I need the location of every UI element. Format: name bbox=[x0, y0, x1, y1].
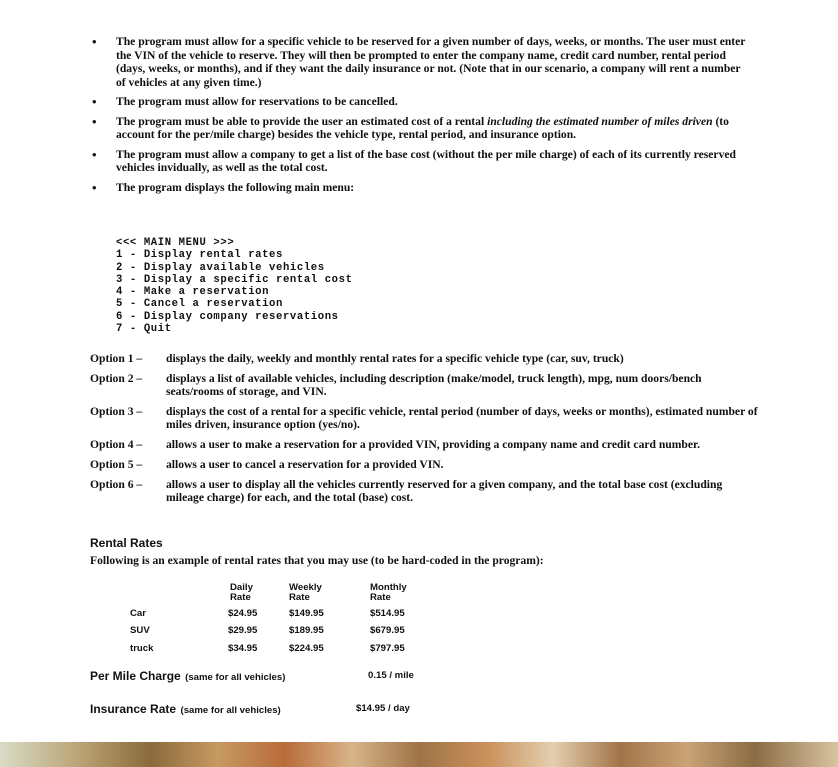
option-label: Option 6 – bbox=[90, 478, 143, 491]
table-cell: $24.95 bbox=[228, 608, 258, 619]
list-item: • The program must be able to provide the user an estimated cost of a rental including the estimated number of miles driven (to account for the per/mile charge) besides the vehicle type, rental period, and insurance option. bbox=[92, 115, 752, 142]
menu-line: 3 - Display a specific rental cost bbox=[116, 273, 353, 286]
menu-line: 2 - Display available vehicles bbox=[116, 261, 325, 274]
option-item bbox=[90, 372, 760, 398]
option-item bbox=[90, 458, 760, 471]
list-item: • The program must allow for reservations to be cancelled. bbox=[92, 95, 752, 109]
table-cell: $679.95 bbox=[370, 625, 405, 636]
insurance-label: Insurance Rate bbox=[90, 702, 177, 716]
menu-line: 1 - Display rental rates bbox=[116, 249, 283, 262]
option-item bbox=[90, 405, 760, 431]
rental-rates-intro: Following is an example of rental rates that you may use (to be hard-coded in the program): bbox=[90, 554, 544, 567]
option-label: Option 2 – bbox=[90, 372, 143, 385]
option-item bbox=[90, 438, 760, 451]
column-header-weekly: Weekly Rate bbox=[289, 582, 322, 603]
options-list bbox=[90, 352, 760, 511]
insurance-rate bbox=[90, 700, 410, 718]
column-header-daily: Daily Rate bbox=[230, 582, 253, 603]
list-item: • The program displays the following main menu: bbox=[92, 181, 752, 195]
column-header-monthly: Monthly Rate bbox=[370, 582, 407, 603]
menu-line: 6 - Display company reservations bbox=[116, 310, 339, 323]
table-cell: $149.95 bbox=[289, 608, 324, 619]
option-label: Option 4 – bbox=[90, 438, 143, 451]
rental-rates-heading: Rental Rates bbox=[90, 536, 163, 550]
per-mile-label: Per Mile Charge bbox=[90, 669, 181, 683]
table-row-label: Car bbox=[130, 608, 146, 619]
table-cell: $224.95 bbox=[289, 643, 324, 654]
option-text: displays the cost of a rental for a specific vehicle, rental period (number of days, weeks or months), estimated number of miles driven, insurance option (yes/no). bbox=[166, 405, 758, 431]
list-item: • The program must allow a company to get a list of the base cost (without the per mile charge) of each of its currently reserved vehicles invidually, as well as the total cost. bbox=[92, 148, 752, 175]
per-mile-charge bbox=[90, 667, 414, 685]
menu-line: 4 - Make a reservation bbox=[116, 286, 270, 299]
option-text: displays a list of available vehicles, including description (make/model, truck length), mpg, num doors/bench seats/rooms of storage, and VIN. bbox=[166, 372, 702, 398]
list-item: • The program must allow for a specific vehicle to be reserved for a given number of days, weeks, or months. The user must enter the VIN of the vehicle to reserve. They will then be prompted to enter the company name, credit card number, rental period (days, weeks, or months), and if they want the daily insurance or not. (Note that in our scenario, a company will rent a number of vehicles at any given time.) bbox=[92, 35, 752, 89]
option-item bbox=[90, 352, 760, 365]
per-mile-value: 0.15 / mile bbox=[368, 670, 414, 681]
menu-line: 7 - Quit bbox=[116, 323, 172, 336]
table-cell: $514.95 bbox=[370, 608, 405, 619]
option-label: Option 3 – bbox=[90, 405, 143, 418]
requirements-list bbox=[92, 35, 752, 200]
table-cell: $189.95 bbox=[289, 625, 324, 636]
option-text: allows a user to cancel a reservation for a provided VIN. bbox=[166, 458, 444, 471]
decorative-background-strip bbox=[0, 742, 838, 767]
main-menu-listing bbox=[116, 237, 353, 335]
menu-line: <<< MAIN MENU >>> bbox=[116, 237, 235, 249]
option-label: Option 1 – bbox=[90, 352, 143, 365]
option-text: allows a user to display all the vehicles currently reserved for a given company, and the total base cost (excluding mileage charge) for each, and the total (base) cost. bbox=[166, 478, 723, 504]
per-mile-note: (same for all vehicles) bbox=[185, 672, 286, 683]
option-text: displays the daily, weekly and monthly rental rates for a specific vehicle type (car, suv, truck) bbox=[166, 352, 624, 365]
table-cell: $29.95 bbox=[228, 625, 258, 636]
table-row-label: truck bbox=[130, 643, 154, 654]
insurance-value: $14.95 / day bbox=[356, 703, 410, 714]
option-item bbox=[90, 478, 760, 504]
table-cell: $34.95 bbox=[228, 643, 258, 654]
option-text: allows a user to make a reservation for a provided VIN, providing a company name and credit card number. bbox=[166, 438, 700, 451]
insurance-note: (same for all vehicles) bbox=[180, 705, 281, 716]
table-cell: $797.95 bbox=[370, 643, 405, 654]
option-label: Option 5 – bbox=[90, 458, 143, 471]
table-row-label: SUV bbox=[130, 625, 150, 636]
emphasis-text: including the estimated number of miles driven bbox=[487, 114, 713, 128]
menu-line: 5 - Cancel a reservation bbox=[116, 298, 283, 311]
